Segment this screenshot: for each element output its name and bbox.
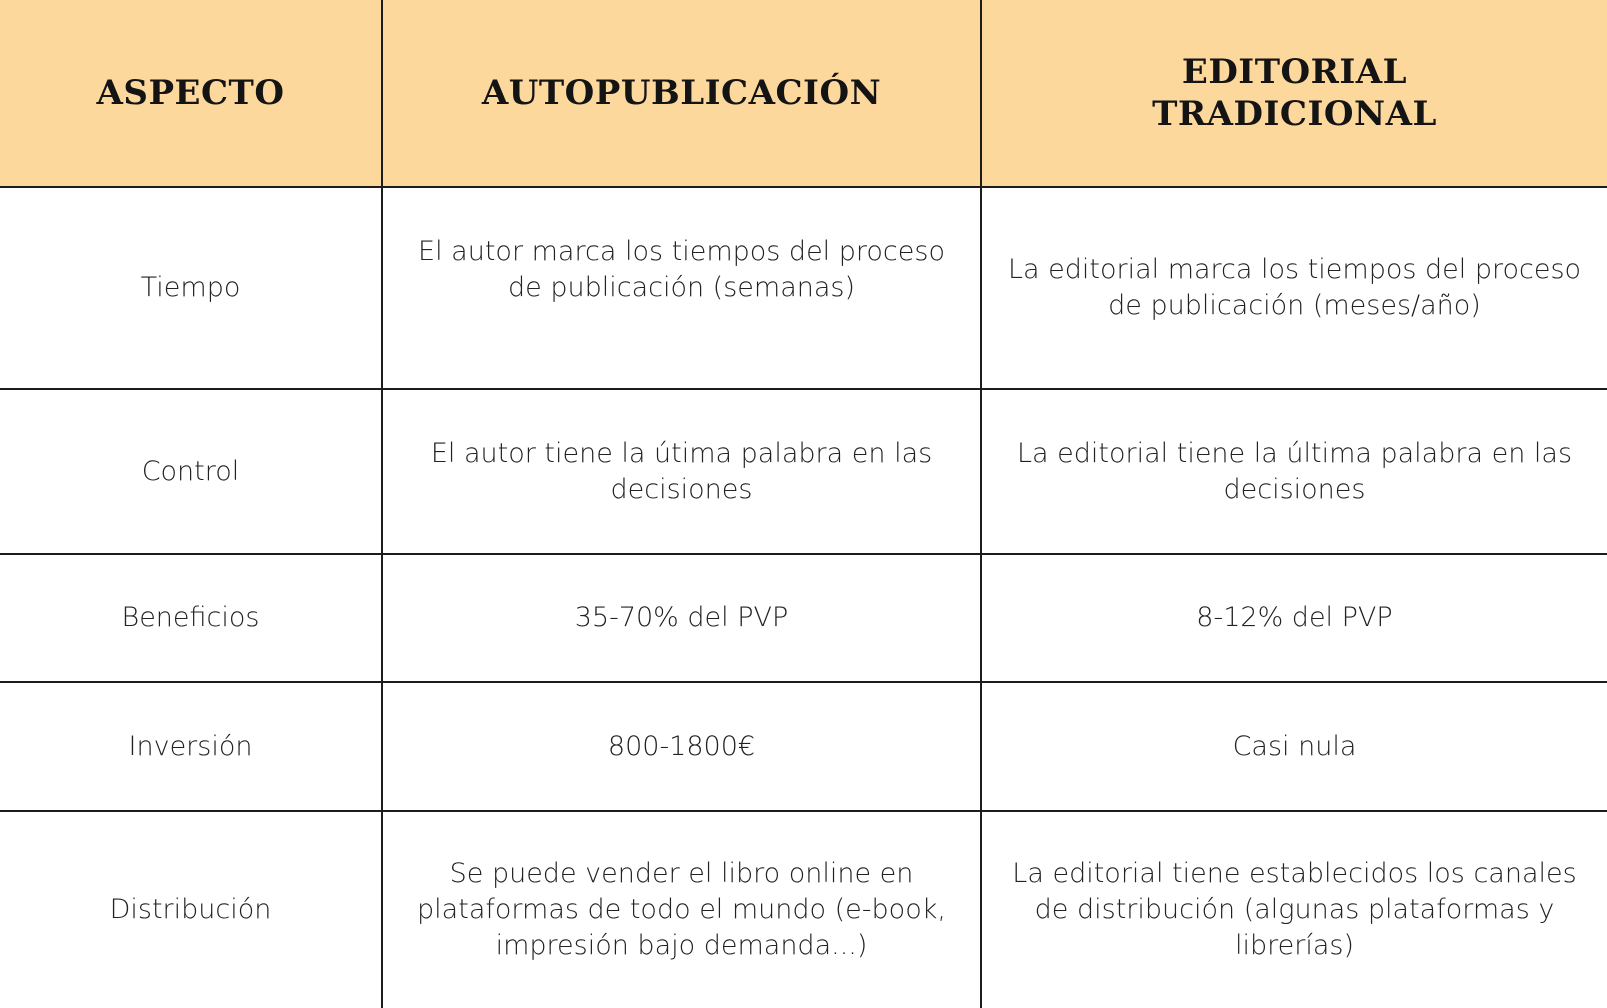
self-publishing-cell: El autor tiene la útima palabra en las decisiones <box>382 389 981 554</box>
traditional-cell: La editorial tiene establecidos los canales de distribución (algunas plataformas y librerías) <box>981 811 1607 1008</box>
header-self-publishing: AUTOPUBLICACIÓN <box>382 0 981 187</box>
header-traditional-publishing: EDITORIAL TRADICIONAL <box>981 0 1607 187</box>
aspect-cell: Distribución <box>0 811 382 1008</box>
self-publishing-cell: 800-1800€ <box>382 682 981 811</box>
self-publishing-cell: Se puede vender el libro online en plataformas de todo el mundo (e-book, impresión bajo demanda...) <box>382 811 981 1008</box>
traditional-cell: Casi nula <box>981 682 1607 811</box>
table-row <box>0 811 1607 1008</box>
self-publishing-cell: El autor marca los tiempos del proceso de publicación (semanas) <box>382 187 981 389</box>
table-row <box>0 554 1607 682</box>
aspect-cell: Control <box>0 389 382 554</box>
traditional-cell: La editorial marca los tiempos del proceso de publicación (meses/año) <box>981 187 1607 389</box>
table-row <box>0 389 1607 554</box>
traditional-cell: 8-12% del PVP <box>981 554 1607 682</box>
self-publishing-cell: 35-70% del PVP <box>382 554 981 682</box>
header-aspect: ASPECTO <box>0 0 382 187</box>
aspect-cell: Inversión <box>0 682 382 811</box>
aspect-cell: Beneficios <box>0 554 382 682</box>
table-row <box>0 682 1607 811</box>
traditional-cell: La editorial tiene la última palabra en las decisiones <box>981 389 1607 554</box>
table-row <box>0 187 1607 389</box>
header-row <box>0 0 1607 187</box>
aspect-cell: Tiempo <box>0 187 382 389</box>
